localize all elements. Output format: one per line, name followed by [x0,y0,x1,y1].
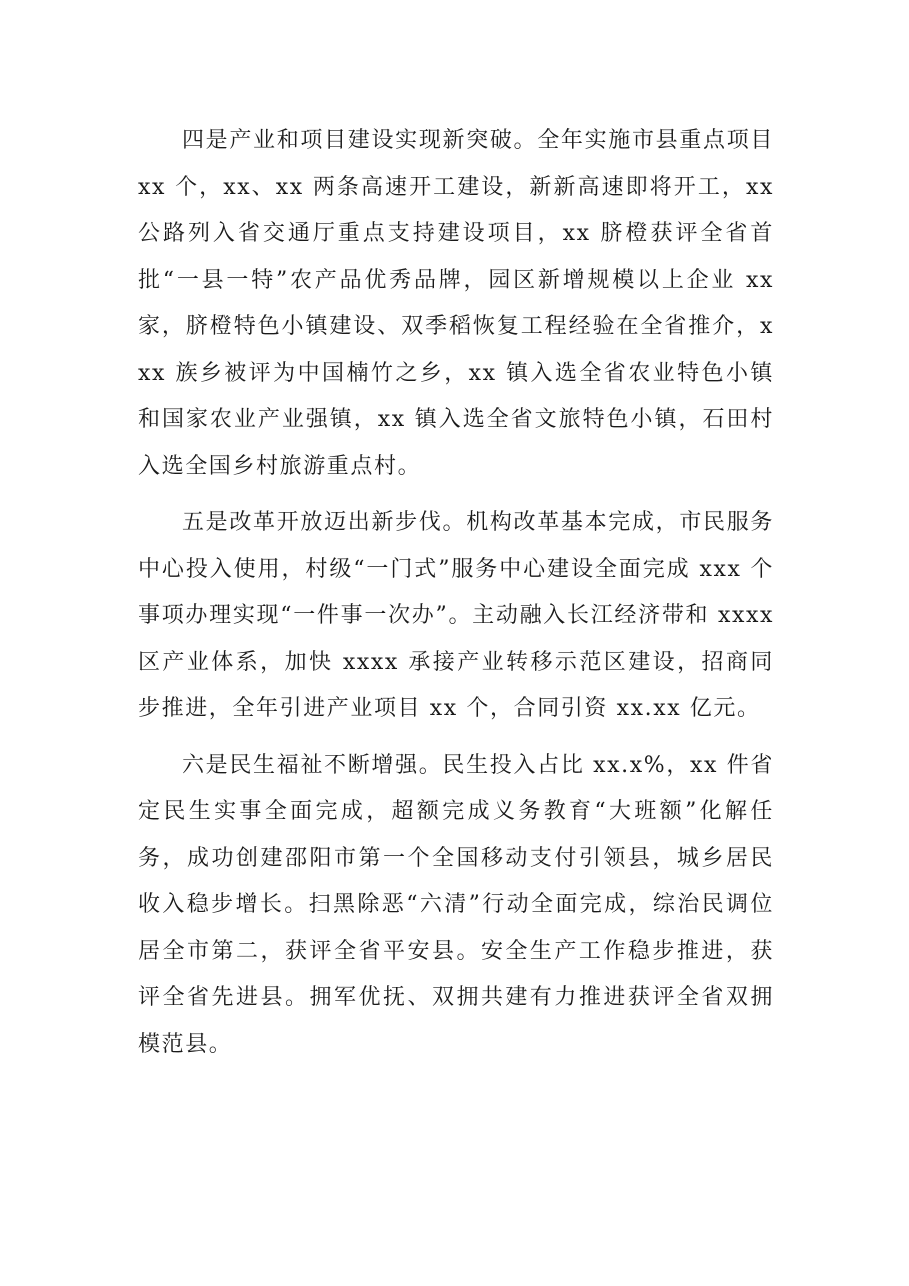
paragraph-reform-opening: 五是改革开放迈出新步伐。机构改革基本完成，市民服务中心投入使用，村级“一门式”服务中心建设全面完成 xxx 个事项办理实现“一件事一次办”。主动融入长江经济带和 xxxx 区产业体系，加快 xxxx 承接产业转移示范区建设，招商同步推进，全年引进产业项目 xx 个，合同引资 xx.xx 亿元。 [138,510,774,721]
paragraph-industry-projects: 四是产业和项目建设实现新突破。全年实施市县重点项目 xx 个，xx、xx 两条高速开工建设，新新高速即将开工，xx 公路列入省交通厅重点支持建设项目，xx 脐橙获评全省首批“一县一特”农产品优秀品牌，园区新增规模以上企业 xx 家，脐橙特色小镇建设、双季稻恢复工程经验在全省推介，xxx 族乡被评为中国楠竹之乡，xx 镇入选全省农业特色小镇和国家农业产业强镇，xx 镇入选全省文旅特色小镇，石田村入选全国乡村旅游重点村。 [138,128,774,479]
document-body [138,118,774,1078]
paragraph-livelihood: 六是民生福祉不断增强。民生投入占比 xx.x%，xx 件省定民生实事全面完成，超额完成义务教育“大班额”化解任务，成功创建邵阳市第一个全国移动支付引领县，城乡居民收入稳步增长。扫黑除恶“六清”行动全面完成，综治民调位居全市第二，获评全省平安县。安全生产工作稳步推进，获评全省先进县。拥军优抚、双拥共建有力推进获评全省双拥模范县。 [138,752,774,1057]
